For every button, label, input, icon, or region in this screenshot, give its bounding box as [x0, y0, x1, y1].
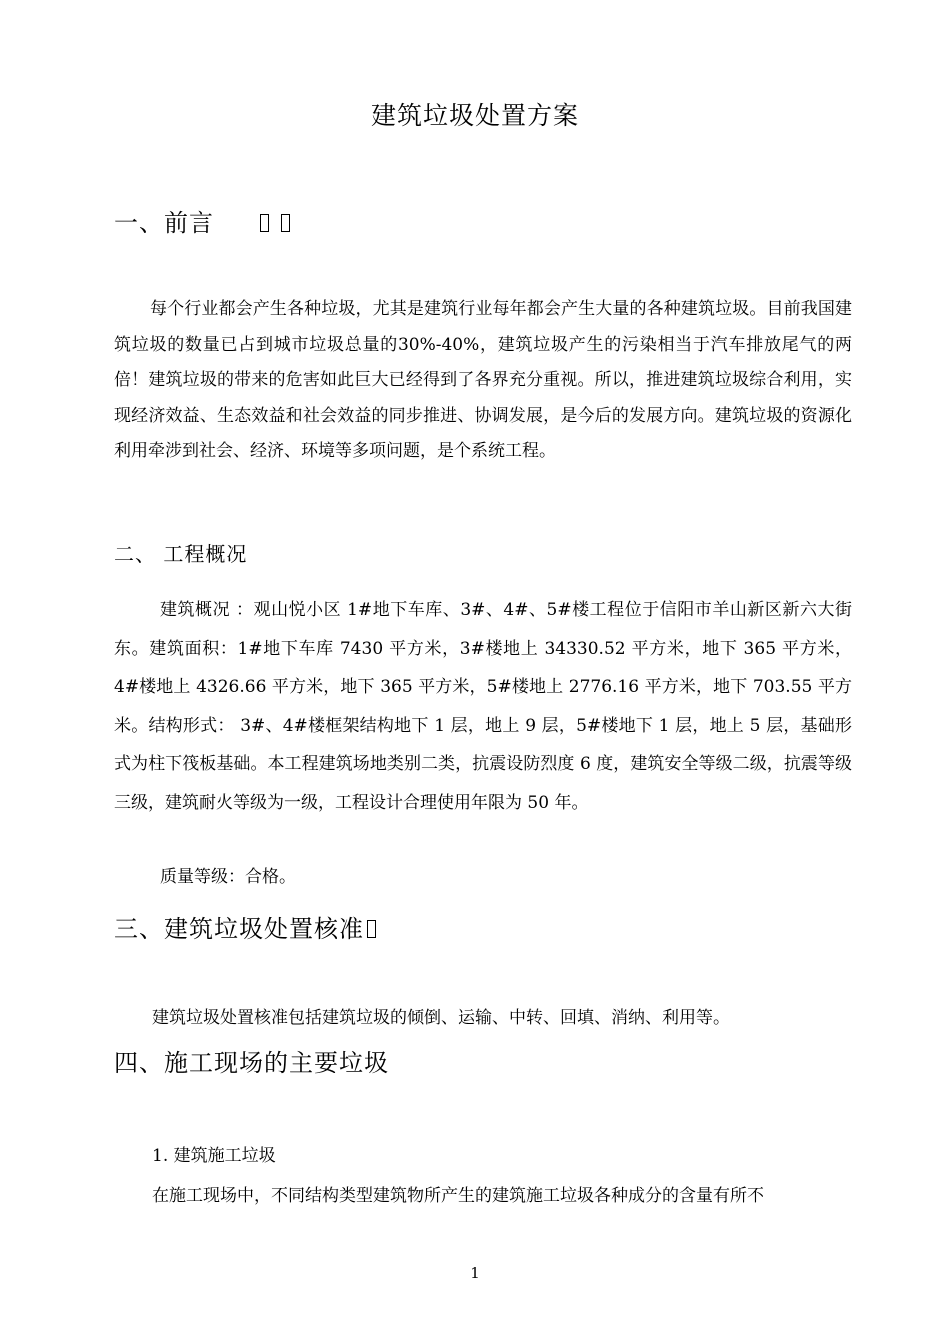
quality-grade-line: 质量等级：合格。 — [160, 867, 296, 887]
missing-glyph-icon — [281, 214, 290, 232]
missing-glyph-icon — [260, 214, 269, 232]
approval-paragraph: 建筑垃圾处置核准包括建筑垃圾的倾倒、运输、中转、回填、消纳、利用等。 — [152, 1008, 730, 1028]
section-heading-preface — [114, 203, 290, 238]
section-heading-approval-text: 三、建筑垃圾处置核准 — [114, 915, 364, 943]
main-waste-paragraph: 在施工现场中，不同结构类型建筑物所产生的建筑施工垃圾各种成分的含量有所不 — [152, 1186, 764, 1206]
section-heading-overview: 二、 工程概况 — [114, 542, 248, 566]
preface-paragraph: 每个行业都会产生各种垃圾，尤其是建筑行业每年都会产生大量的各种建筑垃圾。目前我国建筑垃圾的数量已占到城市垃圾总量的30%-40%，建筑垃圾产生的污染相当于汽车排放尾气的两倍！建筑垃圾的带来的危害如此巨大已经得到了各界充分重视。所以，推进建筑垃圾综合利用，实现经济效益、生态效益和社会效益的同步推进、协调发展，是今后的发展方向。建筑垃圾的资源化利用牵涉到社会、经济、环境等多项问题，是个系统工程。 — [114, 299, 852, 461]
overview-paragraph: 建筑概况 ：观山悦小区 1#地下车库、3#、4#、5#楼工程位于信阳市羊山新区新六大街东。建筑面积：1#地下车库 7430 平方米，3#楼地上 34330.52 平方米，地下 365 平方米，4#楼地上 4326.66 平方米，地下 365 平方米，5#楼地上 2776.16 平方米，地下 703.55 平方米。结构形式： 3#、4#楼框架结构地下 1 层，地上 9 层，5#楼地下 1 层，地上 5 层，基础形式为柱下筏板基础。本工程建筑场地类别二类，抗震设防烈度 6 度，建筑安全等级二级，抗震等级三级，建筑耐火等级为一级，工程设计合理使用年限为 50 年。 — [114, 600, 852, 813]
section-heading-approval — [114, 909, 376, 944]
section-heading-main-waste: 四、施工现场的主要垃圾 — [114, 1049, 389, 1077]
list-item-construction-waste: 1. 建筑施工垃圾 — [152, 1146, 276, 1166]
missing-glyph-icon — [367, 920, 376, 938]
page-number: 1 — [470, 1264, 480, 1282]
document-title: 建筑垃圾处置方案 — [370, 101, 579, 130]
section-heading-preface-text: 一、前言 — [114, 209, 214, 237]
